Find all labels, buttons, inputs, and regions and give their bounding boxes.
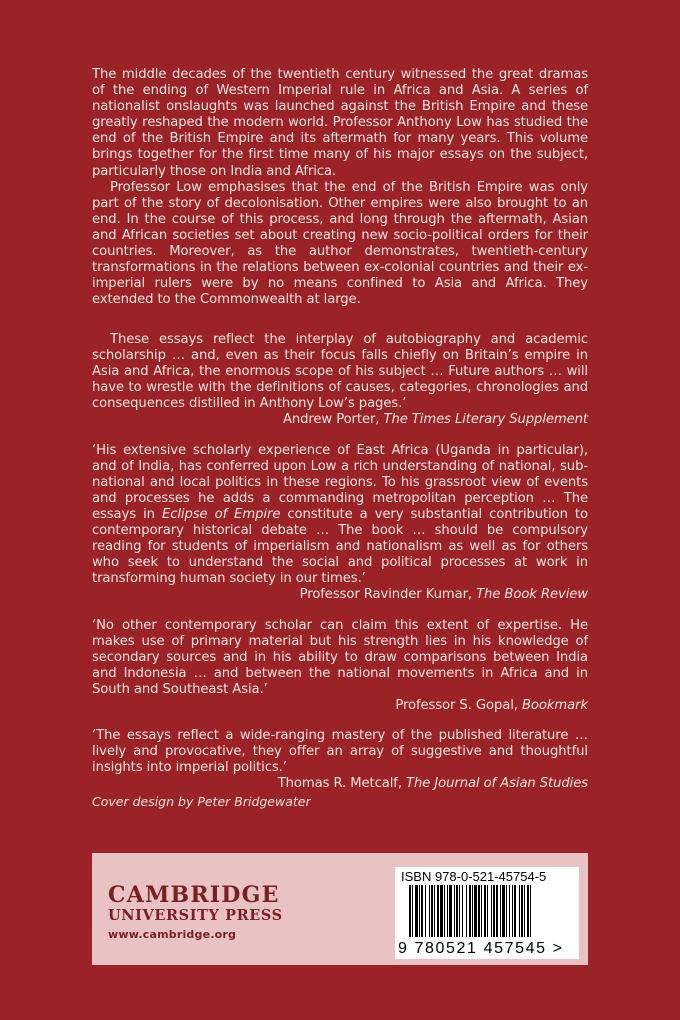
review-quote-part: constitute a very substantial contribution to contemporary historical debate … The book … should be compulsory reading for students of imperialism and nationalism as well as for others who seek to understand the social and political processes at work in transforming human society in our times.’ [92,506,588,587]
publisher-logo [108,883,283,941]
review-quote: ‘No other contemporary scholar can claim this extent of expertise. He makes use of primary material but his strength lies in his knowledge of secondary sources and in his ability to draw comparisons between India and Indonesia … and between the national movements in Africa and in South and Southeast Asia.’ [92,617,588,697]
publisher-name: CAMBRIDGE [108,882,280,908]
blurb-paragraph-1: The middle decades of the twentieth century witnessed the great dramas of the ending of Western Imperial rule in Africa and Asia. A series of nationalist onslaughts was launched against the British Empire and these greatly reshaped the modern world. Professor Anthony Low has studied the end of the British Empire and its aftermath for many years. This volume brings together for the first time many of his major essays on the subject, particularly those on India and Africa. [92,67,588,179]
reviews [92,332,588,806]
publisher-url: www.cambridge.org [108,928,237,941]
review-source: The Journal of Asian Studies [406,776,588,792]
review-attribution [92,587,588,603]
publisher-subtitle: UNIVERSITY PRESS [108,907,283,924]
review-metcalf [92,728,588,792]
review-author: Thomas R. Metcalf, [277,776,402,792]
review-author: Andrew Porter, [282,412,380,428]
barcode-icon [409,885,567,937]
review-porter [92,332,588,429]
review-attribution [92,698,588,714]
review-quote-part: ‘His extensive scholarly experience of East Africa (Uganda in particular), and of India, has conferred upon Low a rich understanding of national, sub-national and local politics in these regions. To his grassroot view of events and processes he adds a commanding metropolitan perception … The essays in [92,442,588,522]
publisher-footer [92,853,588,965]
review-quote-title: Eclipse of Empire [161,506,281,522]
review-quote [92,443,588,588]
blurb [92,67,588,308]
review-source: The Times Literary Supplement [383,412,588,428]
barcode-panel [395,867,579,959]
review-attribution [92,412,588,428]
blurb-paragraph-2: Professor Low emphasises that the end of the British Empire was only part of the story of decolonisation. Other empires were also brought to an end. In the course of this process, and long through the aftermath, Asian and African societies set about creating new socio-political orders for their countries. Moreover, as the author demonstrates, twentieth-century transformations in the relations between ex-colonial countries and their ex-imperial rulers were by no means confined to Asia and Africa. They extended to the Commonwealth at large. [92,179,588,308]
review-attribution [92,776,588,792]
review-kumar [92,443,588,604]
review-gopal [92,618,588,715]
review-quote: ‘The essays reflect a wide-ranging mastery of the published literature … lively and provocative, they offer an array of suggestive and thoughtful insights into imperial politics.’ [92,728,588,776]
review-author: Professor S. Gopal, [395,697,518,713]
cover-credit: Cover design by Peter Bridgewater [92,794,311,809]
review-source: The Book Review [476,587,588,603]
isbn-label: ISBN 978-0-521-45754-5 [401,869,547,884]
review-author: Professor Ravinder Kumar, [299,587,473,603]
review-source: Bookmark [521,697,588,713]
barcode-digits: 9 780521 457545 > [398,940,564,957]
review-quote: These essays reflect the interplay of autobiography and academic scholarship … and, even as their focus falls chiefly on Britain’s empire in Asia and Africa, the enormous scope of his subject … Future authors … will have to wrestle with the definitions of causes, categories, chronologies and consequences distilled in Anthony Low’s pages.’ [92,332,588,412]
